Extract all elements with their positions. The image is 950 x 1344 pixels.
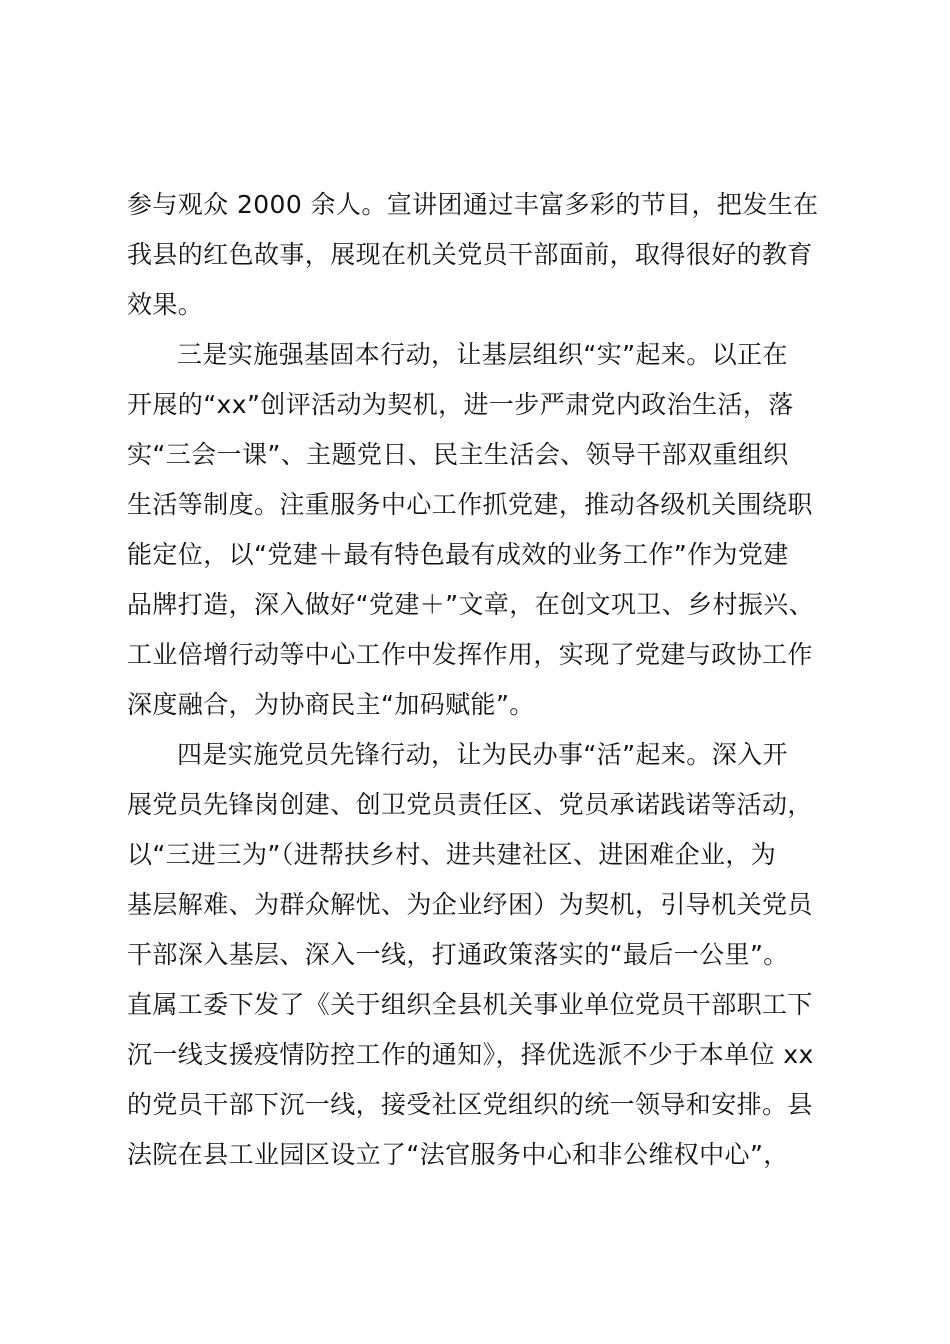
text-line: 法院在县工业园区设立了“法官服务中心和非公维权中心”， bbox=[127, 1140, 789, 1169]
text-line: 展党员先锋岗创建、创卫党员责任区、党员承诺践诺等活动， bbox=[127, 790, 813, 819]
text-line: 工业倍增行动等中心工作中发挥作用，实现了党建与政协工作 bbox=[127, 640, 813, 669]
body-text bbox=[127, 180, 837, 1180]
text-line: 深度融合，为协商民主“加码赋能”。 bbox=[127, 690, 535, 719]
text-line: 干部深入基层、深入一线，打通政策落实的“最后一公里”。 bbox=[127, 940, 789, 969]
text-line: 生活等制度。注重服务中心工作抓党建，推动各级机关围绕职 bbox=[127, 490, 813, 519]
text-line: 开展的“xx”创评活动为契机，进一步严肃党内政治生活，落 bbox=[127, 390, 794, 419]
text-line: 以“三进三为”（进帮扶乡村、进共建社区、进困难企业，为 bbox=[127, 840, 777, 869]
text-line: 效果。 bbox=[127, 290, 204, 319]
text-line: 沉一线支援疫情防控工作的通知》，择优选派不少于本单位 xx bbox=[127, 1040, 814, 1069]
text-line: 品牌打造，深入做好“党建＋”文章，在创文巩卫、乡村振兴、 bbox=[127, 590, 815, 619]
text-line: 能定位，以“党建＋最有特色最有成效的业务工作”作为党建 bbox=[127, 540, 789, 569]
paragraph-start-line: 四是实施党员先锋行动，让为民办事“活”起来。深入开 bbox=[177, 740, 788, 769]
text-line: 实“三会一课”、主题党日、民主生活会、领导干部双重组织 bbox=[127, 440, 789, 469]
text-line: 的党员干部下沉一线，接受社区党组织的统一领导和安排。县 bbox=[127, 1090, 813, 1119]
text-line: 直属工委下发了《关于组织全县机关事业单位党员干部职工下 bbox=[127, 990, 813, 1019]
text-line: 参与观众 2000 余人。宣讲团通过丰富多彩的节目，把发生在 bbox=[127, 190, 819, 219]
paragraph-start-line: 三是实施强基固本行动，让基层组织“实”起来。以正在 bbox=[177, 340, 788, 369]
text-line: 基层解难、为群众解忧、为企业纾困）为契机，引导机关党员 bbox=[127, 890, 813, 919]
text-line: 我县的红色故事，展现在机关党员干部面前，取得很好的教育 bbox=[127, 240, 813, 269]
